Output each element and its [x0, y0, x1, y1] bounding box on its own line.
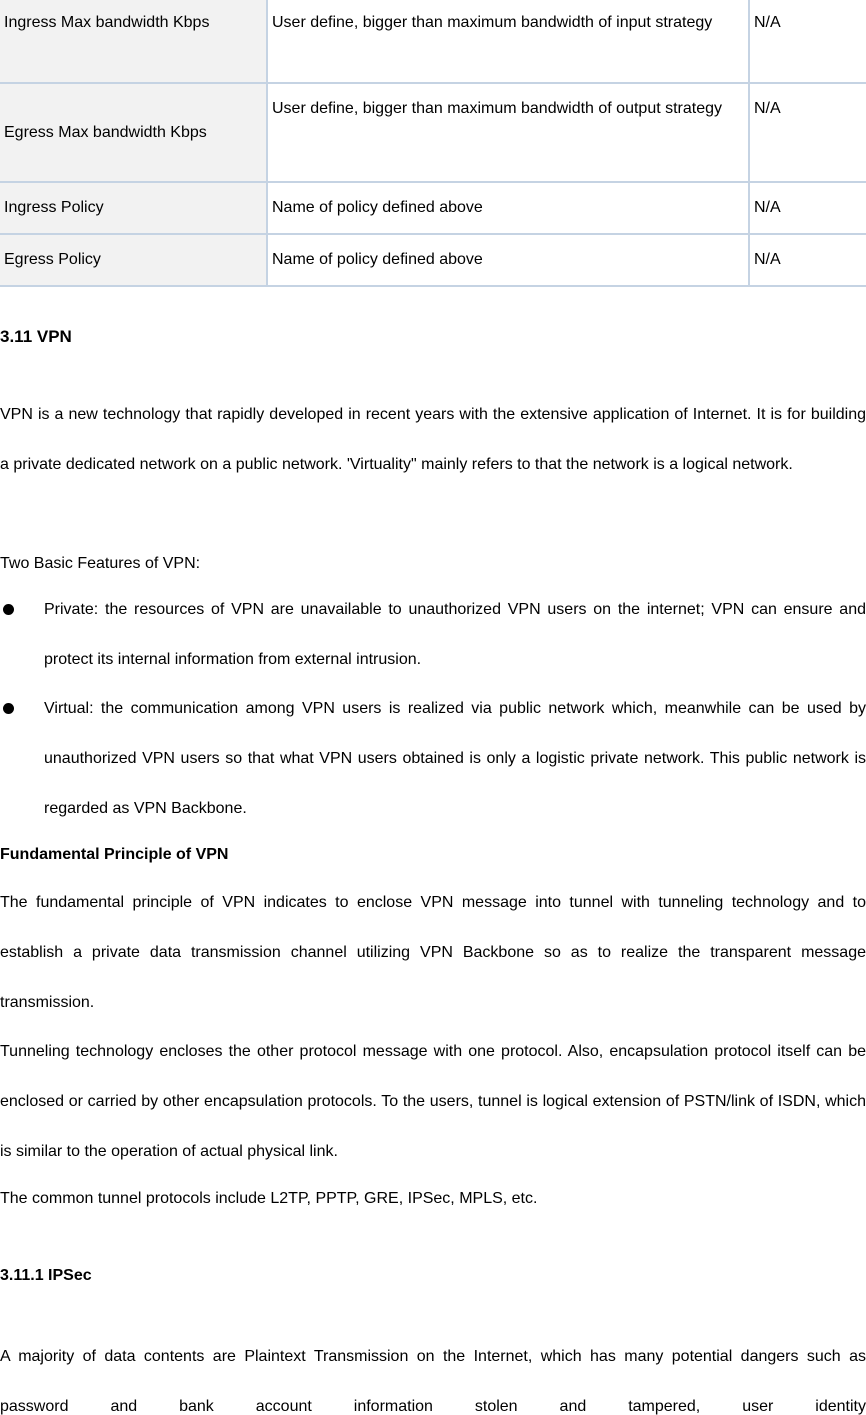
section-heading: 3.11 VPN [0, 327, 72, 346]
table-cell: User define, bigger than maximum bandwidth of output strategy [267, 83, 749, 182]
bullet-icon [3, 703, 14, 714]
table-cell: Egress Policy [0, 234, 267, 286]
table-cell: Egress Max bandwidth Kbps [0, 83, 267, 182]
table-cell: Name of policy defined above [267, 234, 749, 286]
bullet-text: Virtual: the communication among VPN users is realized via public network which, meanwhile can be used by unauthorized VPN users so that what VPN users obtained is only a logistic private network. This public network is regarded as VPN Backbone. [44, 700, 866, 817]
bullet-item [0, 684, 866, 834]
ipsec-paragraph: A majority of data contents are Plaintext Transmission on the Internet, which has many potential dangers such as password and bank account information stolen and tampered, user identity [0, 1348, 866, 1415]
principle-paragraph: The fundamental principle of VPN indicates to enclose VPN message into tunnel with tunneling technology and to establish a private data transmission channel utilizing VPN Backbone so as to realize the transparent message transmission. [0, 894, 866, 1011]
table-cell: N/A [749, 234, 866, 286]
features-label: Two Basic Features of VPN: [0, 555, 201, 572]
table-cell: Ingress Policy [0, 182, 267, 234]
table-row [0, 182, 866, 234]
table-row [0, 0, 866, 83]
table-cell: N/A [749, 182, 866, 234]
table-row [0, 83, 866, 182]
table-cell: Name of policy defined above [267, 182, 749, 234]
table-cell: N/A [749, 83, 866, 182]
tunneling-paragraph: Tunneling technology encloses the other protocol message with one protocol. Also, encapsulation protocol itself can be enclosed or carried by other encapsulation protocols. To the users, tunnel is logical extension of PSTN/link of ISDN, which is similar to the operation of actual physical link. [0, 1043, 866, 1160]
parameter-table [0, 0, 866, 287]
table-cell: N/A [749, 0, 866, 83]
bullet-icon [3, 604, 14, 615]
bullet-item [0, 585, 866, 685]
subsection-heading: 3.11.1 IPSec [0, 1267, 92, 1284]
bullet-text: Private: the resources of VPN are unavailable to unauthorized VPN users on the internet; VPN can ensure and protect its internal information from external intrusion. [44, 601, 866, 668]
protocols-paragraph: The common tunnel protocols include L2TP, PPTP, GRE, IPSec, MPLS, etc. [0, 1190, 538, 1207]
table-row [0, 234, 866, 286]
subheading: Fundamental Principle of VPN [0, 846, 229, 863]
table-cell: User define, bigger than maximum bandwidth of input strategy [267, 0, 749, 83]
table-cell: Ingress Max bandwidth Kbps [0, 0, 267, 83]
intro-paragraph: VPN is a new technology that rapidly developed in recent years with the extensive application of Internet. It is for building a private dedicated network on a public network. 'Virtuality" mainly refers to that the network is a logical network. [0, 406, 866, 473]
